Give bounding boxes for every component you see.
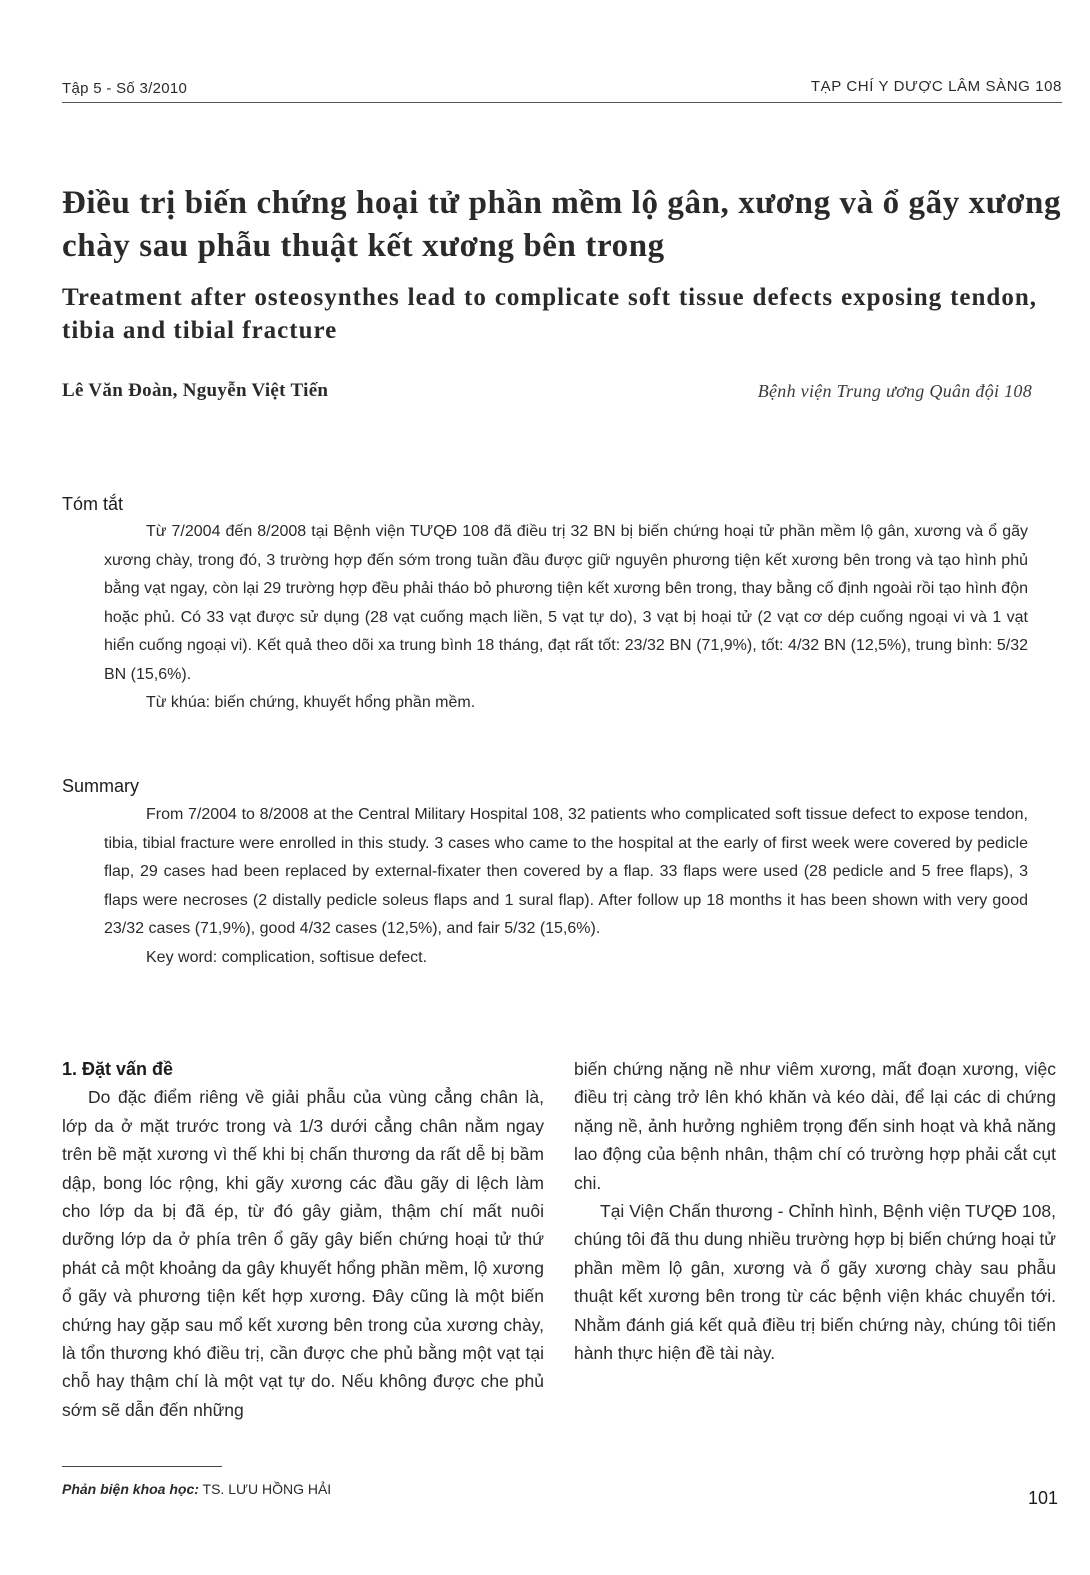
reviewer-note: [62, 1481, 331, 1497]
abstract-en-heading: Summary: [62, 776, 140, 796]
abstract-en-keywords: Key word: complication, softisue defect.: [146, 948, 428, 966]
running-header-journal: TẠP CHÍ Y DƯỢC LÂM SÀNG 108: [810, 78, 1062, 95]
reviewer-name: TS. LƯU HỒNG HẢI: [202, 1481, 332, 1497]
body-column-right: [574, 1055, 1056, 1367]
section1-paragraph2: Tại Viện Chấn thương - Chỉnh hình, Bệnh viện TƯQĐ 108, chúng tôi đã thu dung nhiều trường hợp bị biến chứng hoại tử phần mềm lộ gân, xương và ổ gãy xương chày sau phẫu thuật kết xương bên trong từ các bệnh viện khác chuyển tới. Nhằm đánh giá kết quả điều trị biến chứng này, chúng tôi tiến hành thực hiện đề tài này.: [574, 1201, 1056, 1364]
reviewer-label: Phản biện khoa học:: [62, 1481, 199, 1497]
page-number: 101: [1027, 1488, 1058, 1508]
abstract-vi-body: Từ 7/2004 đến 8/2008 tại Bệnh viện TƯQĐ 108 đã điều trị 32 BN bị biến chứng hoại tử phần mềm lộ gân, xương và ổ gãy xương chày, trong đó, 3 trường hợp đến sớm trong tuần đầu được giữ nguyên phương tiện kết xương bên trong và tạo hình phủ bằng vạt ngay, còn lại 29 trường hợp đều phải tháo bỏ phương tiện kết xương bên trong, thay bằng cố định ngoài rồi tạo hình độn hoặc phủ. Có 33 vạt được sử dụng (28 vạt cuống mạch liền, 5 vạt tự do), 3 vạt bị hoại tử (2 vạt cơ dép cuống ngoại vi và 1 vạt hiển cuống ngoại vi). Kết quả theo dõi xa trung bình 18 tháng, đạt rất tốt: 23/32 BN (71,9%), tốt: 4/32 BN (12,5%), trung bình: 5/32 BN (15,6%).: [104, 523, 1028, 683]
abstract-vi-keywords: Từ khúa: biến chứng, khuyết hổng phần mềm.: [146, 694, 476, 711]
affiliation: Bệnh viện Trung ương Quân đội 108: [757, 381, 1032, 401]
running-header-issue: Tập 5 - Số 3/2010: [62, 80, 188, 97]
article-title-vietnamese: Điều trị biến chứng hoại tử phần mềm lộ gân, xương và ổ gãy xương chày sau phẫu thuật kết xương bên trong: [62, 185, 1062, 264]
article-title-english: Treatment after osteosynthes lead to complicate soft tissue defects exposing tendon, tibia and tibial fracture: [62, 284, 1037, 344]
body-column-left: [62, 1055, 544, 1424]
footnote-rule: [62, 1466, 222, 1467]
abstract-en: [104, 801, 1028, 972]
section1-paragraph1-continued: biến chứng nặng nề như viêm xương, mất đoạn xương, việc điều trị càng trở lên khó khăn và kéo dài, để lại các di chứng nặng nề, ảnh hưởng nghiêm trọng đến sinh hoạt và khả năng lao động của bệnh nhân, thậm chí có trường hợp phải cắt cụt chi.: [574, 1059, 1056, 1193]
header-rule: [62, 102, 1062, 103]
abstract-vi: [104, 518, 1028, 718]
abstract-en-body: From 7/2004 to 8/2008 at the Central Military Hospital 108, 32 patients who complicated soft tissue defect to expose tendon, tibia, tibial fracture were enrolled in this study. 3 cases who came to the hospital at the early of first week were covered by pedicle flap, 29 cases had been replaced by external-fixater then covered by a flap. 33 flaps were used (28 pedicle and 5 free flaps), 3 flaps were necroses (2 distally pedicle soleus flaps and 1 sural flap). After follow up 18 months it has been shown with very good 23/32 cases (71,9%), good 4/32 cases (12,5%), and fair 5/32 (15,6%).: [104, 806, 1028, 937]
section1-heading: 1. Đặt vấn đề: [62, 1059, 174, 1079]
authors: Lê Văn Đoàn, Nguyễn Việt Tiến: [62, 380, 329, 401]
section1-paragraph1: Do đặc điểm riêng về giải phẫu của vùng cẳng chân là, lớp da ở mặt trước trong và 1/3 dưới cẳng chân nằm ngay trên bề mặt xương vì thế khi bị chấn thương da rất dễ bị bầm dập, bong lóc rộng, khi gãy xương các đầu gãy di lệch làm cho lớp da bị đã ép, từ đó gây giảm, thậm chí mất nuôi dưỡng lớp da ở phía trên ổ gãy gây biến chứng hoại tử thứ phát cả một khoảng da gây khuyết hổng phần mềm, lộ xương ổ gãy và phương tiện kết hợp xương. Đây cũng là một biến chứng hay gặp sau mổ kết xương bên trong của xương chày, là tổn thương khó điều trị, cần được che phủ bằng một vạt tại chỗ hay thậm chí là một vạt tự do. Nếu không được che phủ sớm sẽ dẫn đến những: [62, 1087, 544, 1420]
abstract-vi-heading: Tóm tắt: [62, 494, 124, 514]
